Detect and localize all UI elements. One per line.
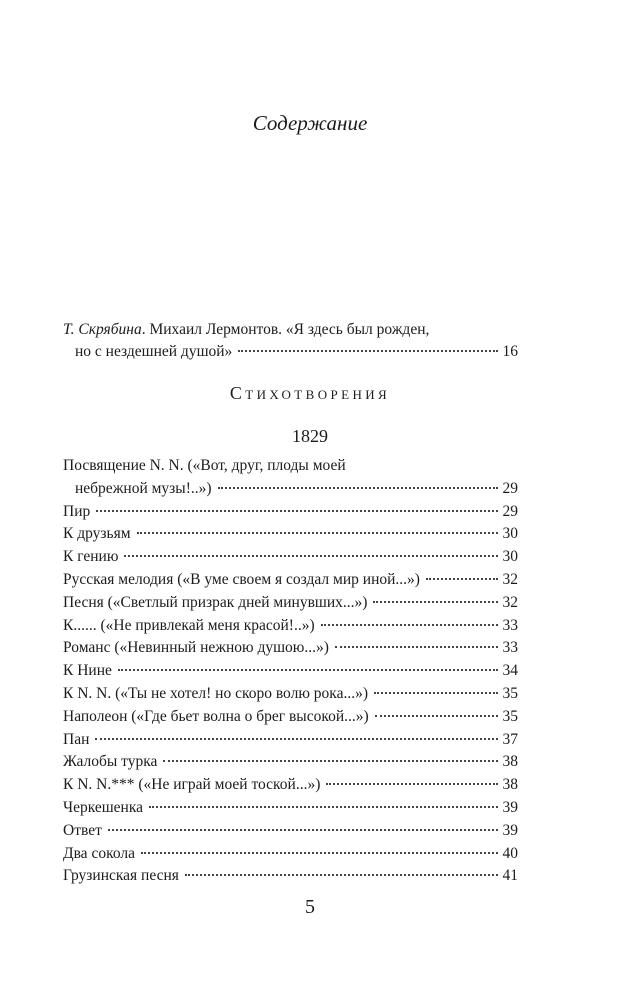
toc-entry-title: Пир xyxy=(63,502,91,520)
leader-dots xyxy=(218,487,498,489)
toc-entry-title: Песня («Светлый призрак дней минувших...») xyxy=(63,593,368,611)
toc-entry-title: К N. N. («Ты не хотел! но скоро волю рока...») xyxy=(63,684,369,702)
toc-page-number: 33 xyxy=(502,639,518,657)
toc-entry-title: К гению xyxy=(63,548,119,566)
toc-page-number: 34 xyxy=(502,662,518,680)
toc-page-number: 35 xyxy=(502,684,518,702)
toc-entry-title: К друзьям xyxy=(63,525,131,543)
toc-entry[interactable] xyxy=(63,706,518,729)
leader-dots xyxy=(335,646,498,648)
toc-page-number: 29 xyxy=(502,502,518,520)
toc-entry-title: Пан xyxy=(63,730,90,748)
toc-entry[interactable] xyxy=(63,683,518,706)
leader-dots xyxy=(95,738,498,740)
toc-page-number: 29 xyxy=(502,479,518,497)
toc-entry-line-2 xyxy=(63,478,518,501)
intro-title-start: . Михаил Лермонтов. «Я здесь был рожден, xyxy=(141,321,430,338)
toc-entry[interactable] xyxy=(63,546,518,569)
toc-entry-title: К N. N.*** («Не играй моей тоской...») xyxy=(63,776,321,794)
toc-page-number: 32 xyxy=(502,570,518,588)
toc-entry-title: Грузинская песня xyxy=(63,867,179,885)
leader-dots xyxy=(238,350,498,352)
toc-list xyxy=(63,455,518,888)
toc-entry-title: Два сокола xyxy=(63,844,135,862)
toc-entry[interactable] xyxy=(63,751,518,774)
leader-dots xyxy=(375,715,498,717)
toc-entry[interactable] xyxy=(63,729,518,752)
toc-entry[interactable] xyxy=(63,523,518,546)
toc-entry[interactable] xyxy=(63,637,518,660)
toc-entry-title: Жалобы турка xyxy=(63,753,158,771)
toc-entry[interactable] xyxy=(63,615,518,638)
leader-dots xyxy=(321,624,498,626)
intro-page-number: 16 xyxy=(502,343,518,360)
toc-page-number: 39 xyxy=(502,798,518,816)
intro-line-1 xyxy=(63,319,518,341)
leader-dots xyxy=(426,578,498,580)
toc-entry[interactable] xyxy=(63,865,518,888)
leader-dots xyxy=(373,601,498,603)
toc-entry-line-1: Посвящение N. N. («Вот, друг, плоды моей xyxy=(63,457,346,474)
year-heading: 1829 xyxy=(292,426,328,446)
toc-page-number: 30 xyxy=(502,525,518,543)
intro-author: Т. Скрябина xyxy=(63,321,142,338)
toc-entry[interactable] xyxy=(63,455,518,501)
toc-page-number: 38 xyxy=(502,776,518,794)
toc-page-number: 35 xyxy=(502,707,518,725)
toc-page-number: 41 xyxy=(502,867,518,885)
toc-entry-title: небрежной музы!..») xyxy=(75,479,212,497)
toc-entry-title: Черкешенка xyxy=(63,798,144,816)
leader-dots xyxy=(137,532,498,534)
toc-entry[interactable] xyxy=(63,592,518,615)
intro-line-2 xyxy=(63,341,518,363)
toc-entry[interactable] xyxy=(63,820,518,843)
toc-page-number: 37 xyxy=(502,730,518,748)
leader-dots xyxy=(185,874,498,876)
page-title: Содержание xyxy=(252,111,368,135)
toc-entry-title: Ответ xyxy=(63,821,102,839)
intro-entry[interactable] xyxy=(63,319,518,363)
toc-entry[interactable] xyxy=(63,774,518,797)
leader-dots xyxy=(108,829,498,831)
toc-entry[interactable] xyxy=(63,843,518,866)
toc-entry-title: Романс («Невинный нежною душою...») xyxy=(63,639,329,657)
toc-entry-title: Русская мелодия («В уме своем я создал мир иной...») xyxy=(63,570,420,588)
leader-dots xyxy=(374,692,498,694)
toc-entry[interactable] xyxy=(63,569,518,592)
leader-dots xyxy=(163,760,498,762)
leader-dots xyxy=(149,806,498,808)
toc-entry-title: Наполеон («Где бьет волна о брег высокой...») xyxy=(63,707,369,725)
toc-page-number: 33 xyxy=(502,616,518,634)
toc-entry[interactable] xyxy=(63,660,518,683)
toc-page-number: 30 xyxy=(502,548,518,566)
section-heading: Стихотворения xyxy=(229,383,391,403)
toc-entry-title: К...... («Не привлекай меня красой!..») xyxy=(63,616,315,634)
intro-title-end: но с нездешней душой» xyxy=(75,343,233,360)
toc-page-number: 40 xyxy=(502,844,518,862)
leader-dots xyxy=(124,555,498,557)
leader-dots xyxy=(326,783,498,785)
toc-entry[interactable] xyxy=(63,797,518,820)
toc-entry-title: К Нине xyxy=(63,662,112,680)
leader-dots xyxy=(118,669,498,671)
toc-page-number: 39 xyxy=(502,821,518,839)
page-number-footer: 5 xyxy=(305,896,315,918)
toc-page-number: 32 xyxy=(502,593,518,611)
leader-dots xyxy=(141,852,498,854)
leader-dots xyxy=(96,510,498,512)
toc-entry[interactable] xyxy=(63,501,518,524)
toc-page-number: 38 xyxy=(502,753,518,771)
